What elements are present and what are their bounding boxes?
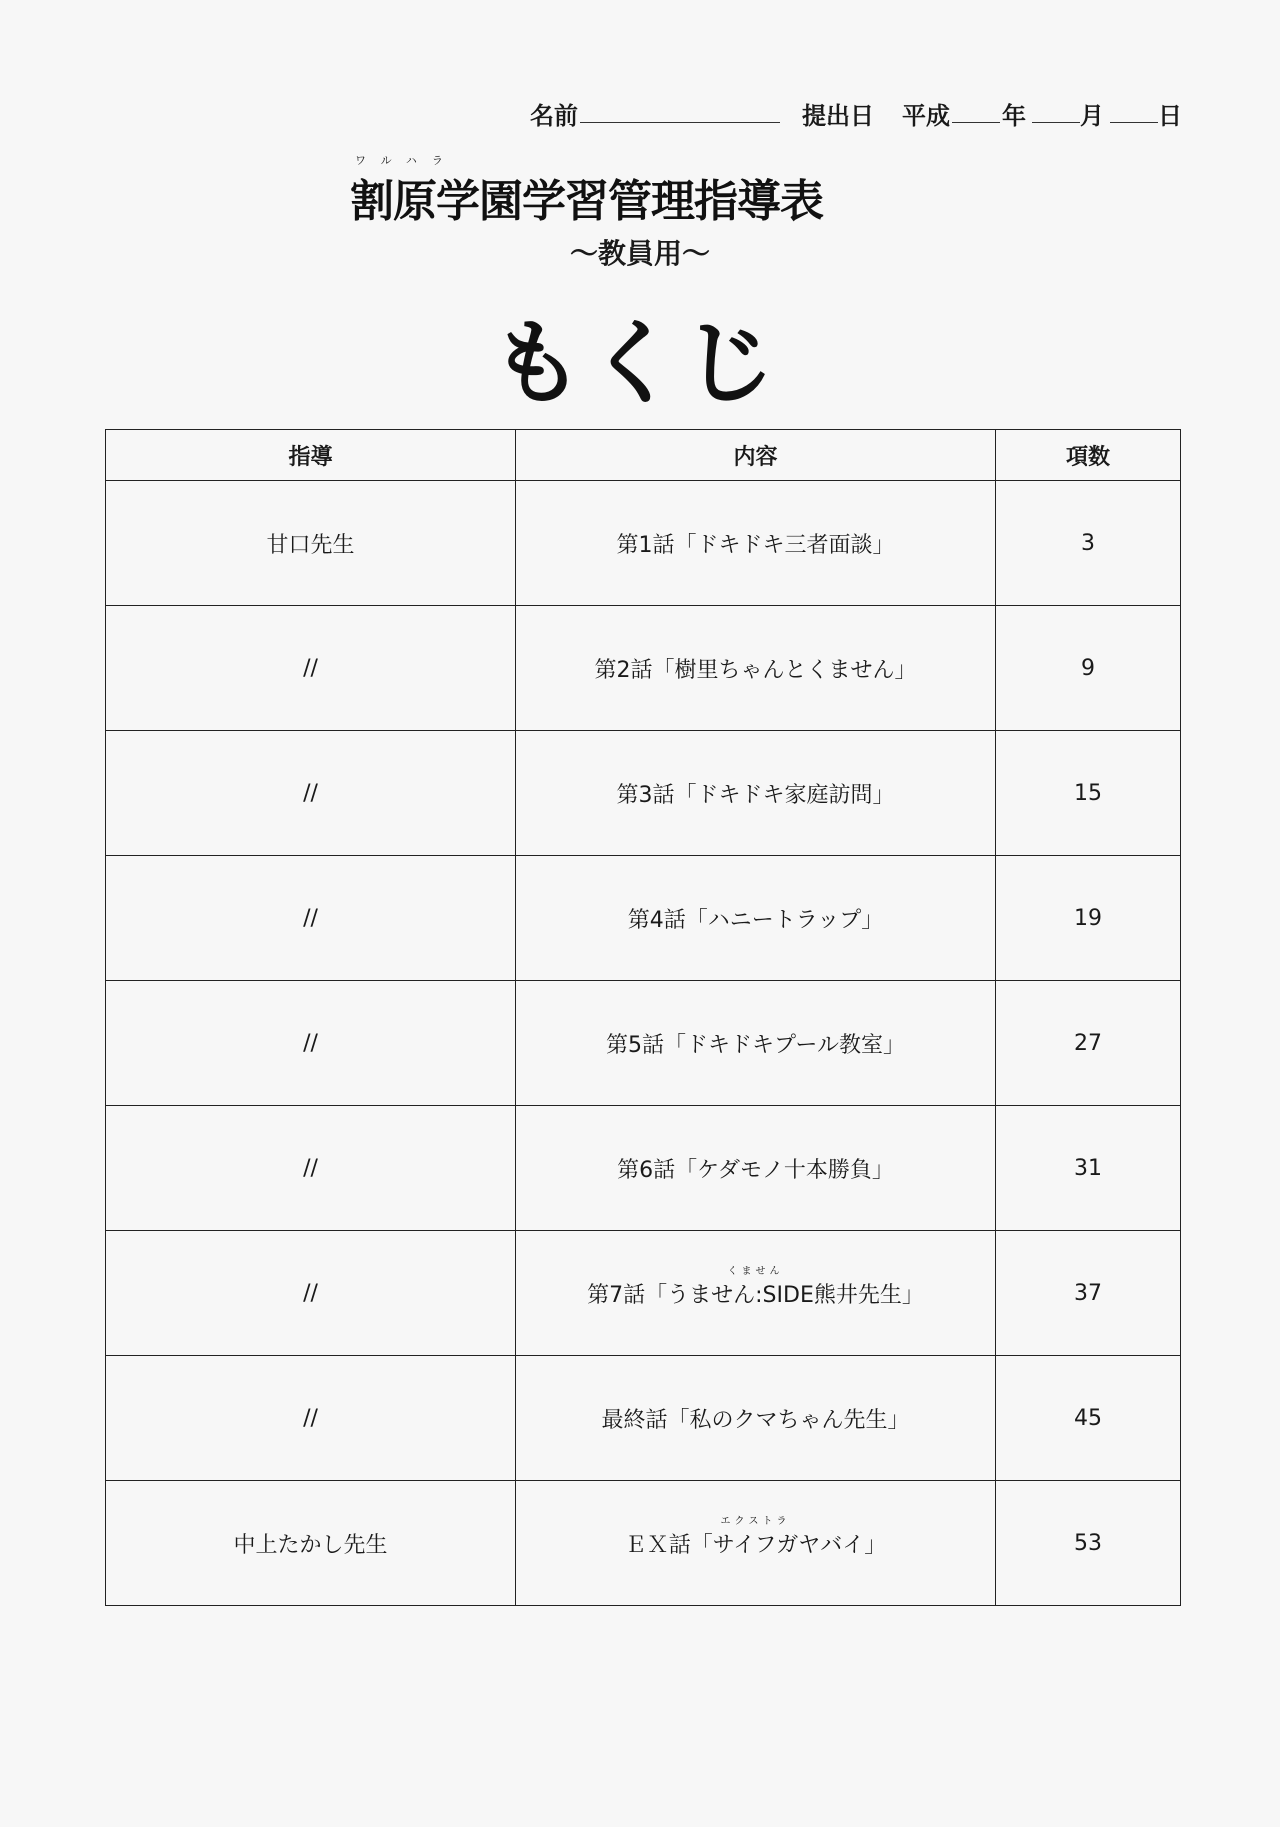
contents-table	[105, 429, 1181, 1606]
content-cell: 第5話「ドキドキプール教室」	[516, 981, 996, 1106]
teacher-cell: //	[106, 856, 516, 981]
content-title: 第7話「うません:SIDE熊井先生」	[587, 1282, 924, 1308]
table-header-row	[106, 430, 1181, 481]
era-label: 平成	[902, 102, 950, 130]
day-blank[interactable]	[1110, 96, 1158, 123]
day-label: 日	[1158, 102, 1182, 130]
column-header-content: 内容	[516, 430, 996, 481]
page-number-cell: 53	[996, 1481, 1181, 1606]
month-blank[interactable]	[1032, 96, 1080, 123]
month-label: 月	[1080, 102, 1104, 130]
teacher-cell: 甘口先生	[106, 481, 516, 606]
name-blank[interactable]	[580, 96, 780, 123]
page-number-cell: 37	[996, 1231, 1181, 1356]
content-ruby: エクストラ	[720, 1515, 791, 1527]
content-cell: 第2話「樹里ちゃんとくません」	[516, 606, 996, 731]
teacher-cell: //	[106, 1231, 516, 1356]
year-label: 年	[1002, 102, 1026, 130]
page-number-cell: 45	[996, 1356, 1181, 1481]
contents-heading: もくじ	[490, 310, 779, 417]
teacher-cell: //	[106, 981, 516, 1106]
table-row	[106, 731, 1181, 856]
column-header-page: 項数	[996, 430, 1181, 481]
teacher-cell: //	[106, 606, 516, 731]
content-ruby: くません	[727, 1265, 784, 1277]
content-cell	[516, 1231, 996, 1356]
teacher-cell: //	[106, 731, 516, 856]
page-number-cell: 9	[996, 606, 1181, 731]
page-number-cell: 3	[996, 481, 1181, 606]
name-label: 名前	[530, 102, 578, 130]
content-with-ruby	[587, 1265, 924, 1309]
table-row	[106, 1356, 1181, 1481]
table-row	[106, 481, 1181, 606]
content-cell: 第3話「ドキドキ家庭訪問」	[516, 731, 996, 856]
teacher-cell: //	[106, 1356, 516, 1481]
content-cell	[516, 1481, 996, 1606]
table-body	[106, 481, 1181, 1606]
page-number-cell: 31	[996, 1106, 1181, 1231]
content-title: ＥＸ話「サイフガヤバイ」	[624, 1532, 887, 1558]
page-number-cell: 19	[996, 856, 1181, 981]
table-row	[106, 1106, 1181, 1231]
content-cell: 最終話「私のクマちゃん先生」	[516, 1356, 996, 1481]
content-with-ruby	[624, 1515, 887, 1559]
submit-date-label: 提出日	[802, 102, 874, 130]
page-subtitle: 〜教員用〜	[569, 237, 710, 270]
page-title: 割原学園学習管理指導表	[350, 176, 823, 227]
table-row	[106, 981, 1181, 1106]
table-row	[106, 856, 1181, 981]
submission-header	[530, 96, 1180, 132]
table-row	[106, 606, 1181, 731]
teacher-cell: //	[106, 1106, 516, 1231]
table-row	[106, 1231, 1181, 1356]
page-number-cell: 27	[996, 981, 1181, 1106]
teacher-cell: 中上たかし先生	[106, 1481, 516, 1606]
column-header-teacher: 指導	[106, 430, 516, 481]
table-row	[106, 1481, 1181, 1606]
page-number-cell: 15	[996, 731, 1181, 856]
year-blank[interactable]	[952, 96, 1000, 123]
title-ruby: ワルハラ	[355, 154, 458, 167]
content-cell: 第6話「ケダモノ十本勝負」	[516, 1106, 996, 1231]
content-cell: 第1話「ドキドキ三者面談」	[516, 481, 996, 606]
content-cell: 第4話「ハニートラップ」	[516, 856, 996, 981]
